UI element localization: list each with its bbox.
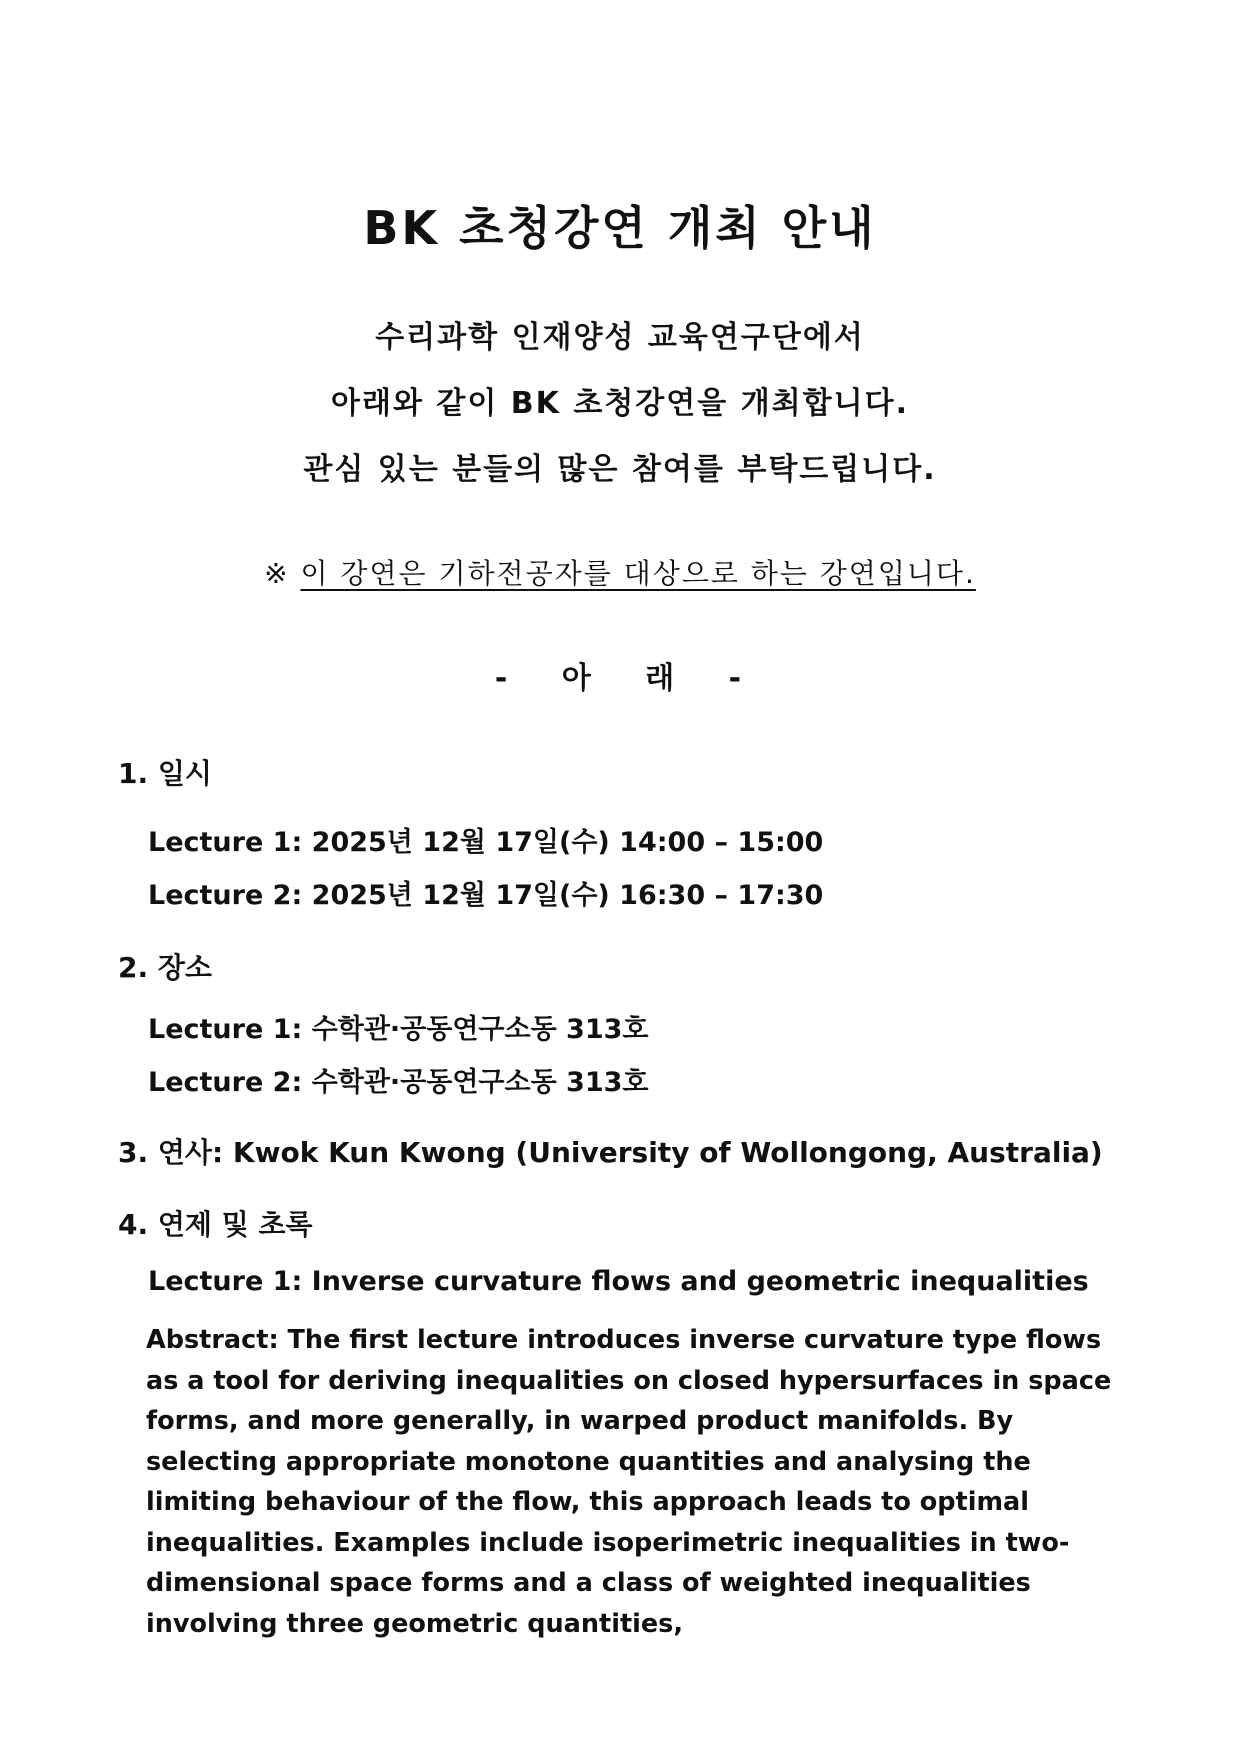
topic-heading: 4. 연제 및 초록 <box>118 1208 313 1241</box>
page-title: BK 초청강연 개최 안내 <box>363 201 877 255</box>
intro-line: 아래와 같이 BK 초청강연을 개최합니다. <box>331 386 909 421</box>
lecture-1-title: Lecture 1: Inverse curvature flows and geometric inequalities <box>148 1266 1089 1297</box>
venue-heading: 2. 장소 <box>118 951 212 984</box>
section-divider: - 아 래 - <box>494 661 746 696</box>
abstract-text: Abstract: The first lecture introduces inverse curvature type flows as a tool for deriving inequalities on closed hypersurfaces in space forms, and more generally, in warped product manifolds. By selecting appropriate monotone quantities and analysing the limiting behaviour of the flow, this approach leads to optimal inequalities. Examples include isoperimetric inequalities in two-dimensional space forms and a class of weighted inequalities involving three geometric quantities, <box>146 1325 1112 1639</box>
venue-lecture-2: Lecture 2: 수학관·공동연구소동 313호 <box>148 1067 649 1098</box>
venue-lecture-1: Lecture 1: 수학관·공동연구소동 313호 <box>148 1014 649 1045</box>
speaker-heading: 3. 연사: Kwok Kun Kwong (University of Wollongong, Australia) <box>118 1136 1103 1169</box>
datetime-lecture-1: Lecture 1: 2025년 12월 17일(수) 14:00 – 15:00 <box>148 827 824 858</box>
datetime-heading: 1. 일시 <box>118 757 212 790</box>
intro-line: 수리과학 인재양성 교육연구단에서 <box>375 320 865 355</box>
notice-text: 이 강연은 기하전공자를 대상으로 하는 강연입니다. <box>300 557 976 590</box>
datetime-lecture-2: Lecture 2: 2025년 12월 17일(수) 16:30 – 17:30 <box>148 880 824 911</box>
notice <box>0 552 1240 592</box>
intro-text <box>0 318 1240 516</box>
reference-mark: ※ <box>264 557 290 590</box>
intro-line: 관심 있는 분들의 많은 참여를 부탁드립니다. <box>303 452 937 487</box>
abstract <box>146 1320 1126 1644</box>
